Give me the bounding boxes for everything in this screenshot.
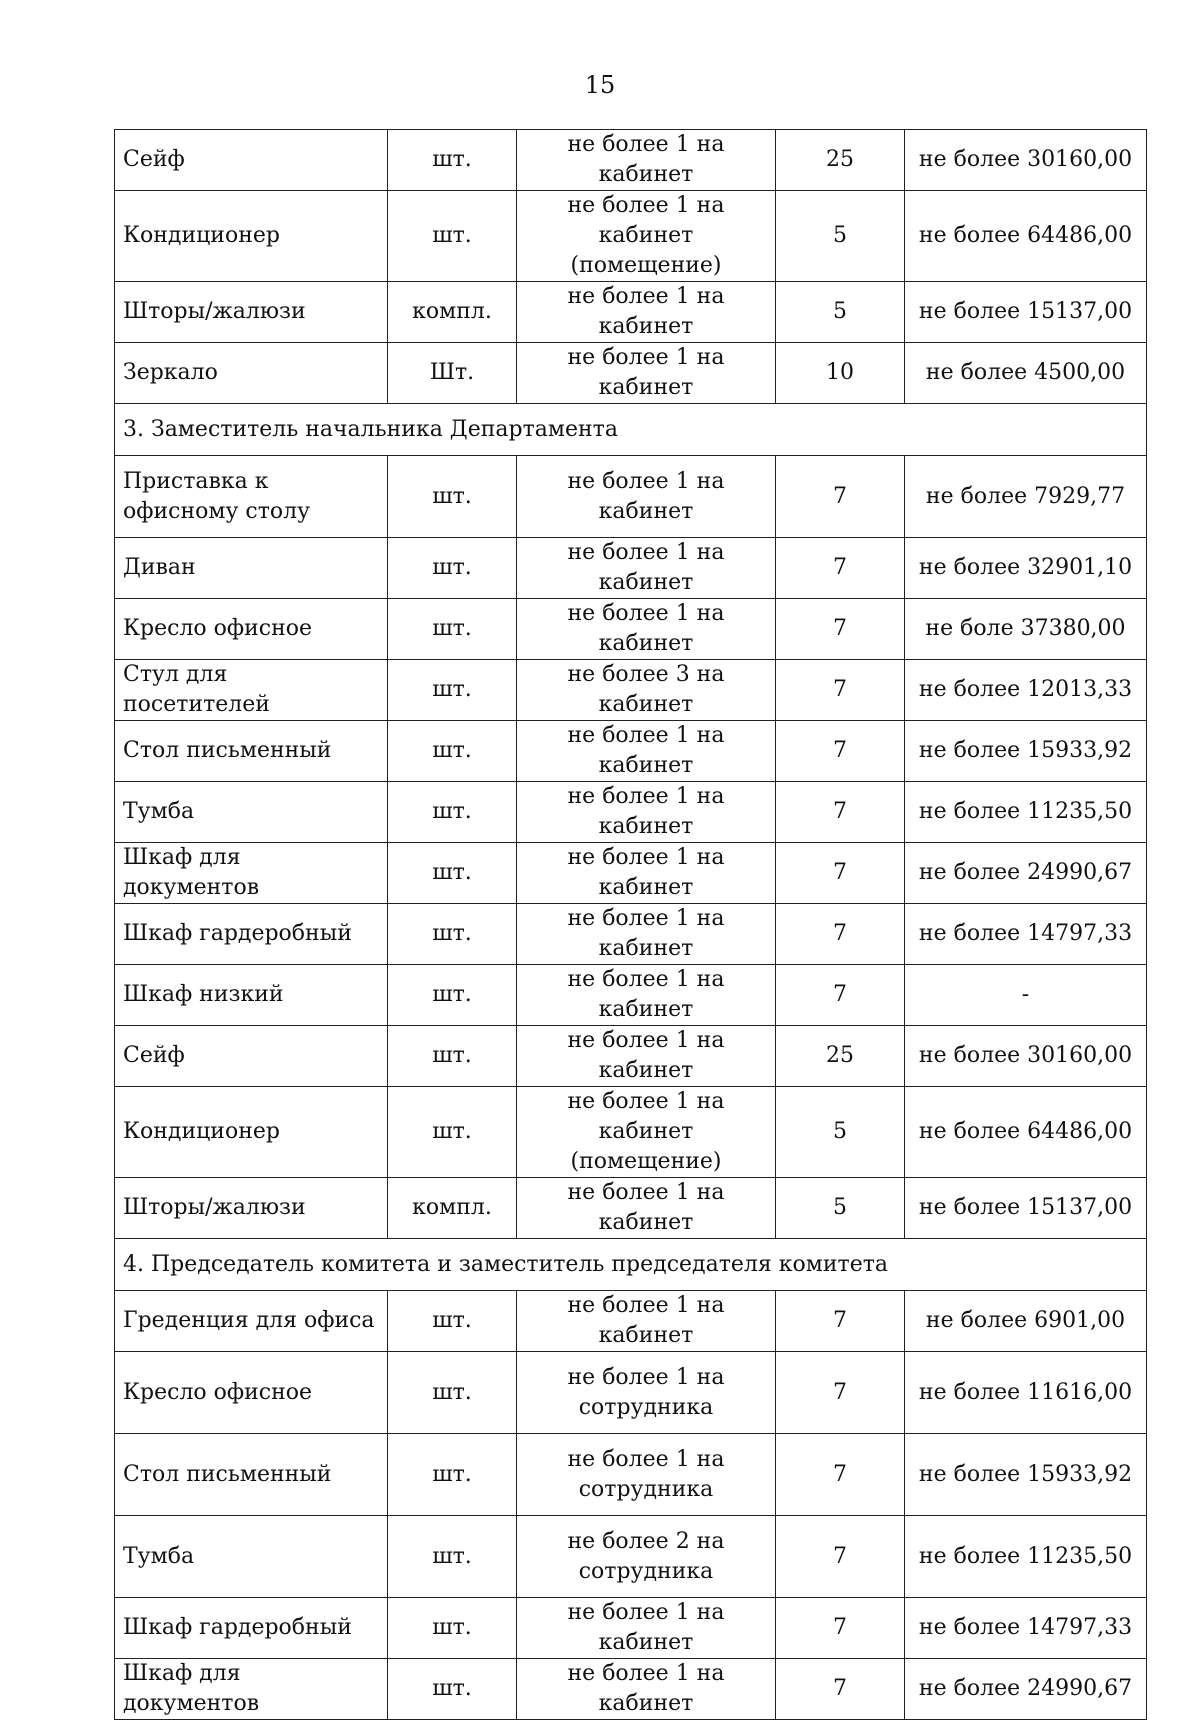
table-row	[115, 904, 1147, 965]
furniture-norms-table	[114, 129, 1147, 1720]
service-life-cell: 7	[776, 1291, 905, 1352]
norm-line: не более 1 на кабинет	[567, 967, 725, 1022]
norm-cell	[517, 599, 776, 660]
item-name-cell: Шкаф низкий	[115, 965, 388, 1026]
norm-cell	[517, 1178, 776, 1239]
price-cell: не более 14797,33	[905, 904, 1147, 965]
norm-line: не более 1 на кабинет	[567, 1293, 725, 1348]
norm-cell	[517, 1434, 776, 1516]
item-name-cell: Шкаф для документов	[115, 1659, 388, 1720]
table-row	[115, 965, 1147, 1026]
norm-cell	[517, 782, 776, 843]
norm-line: не более 1 на кабинет	[567, 1600, 725, 1655]
item-name-cell: Шкаф гардеробный	[115, 1598, 388, 1659]
norm-cell	[517, 343, 776, 404]
norm-line: не более 1 на кабинет	[567, 845, 725, 900]
table-row	[115, 1516, 1147, 1598]
norm-line: не более 2 на	[567, 1528, 725, 1554]
norm-line: не более 1 на	[567, 1446, 725, 1472]
item-name-cell: Кондиционер	[115, 1087, 388, 1178]
norm-cell	[517, 1516, 776, 1598]
price-cell: не более 64486,00	[905, 1087, 1147, 1178]
item-name-cell: Тумба	[115, 782, 388, 843]
unit-cell: компл.	[388, 282, 517, 343]
table-row	[115, 1178, 1147, 1239]
norm-cell	[517, 191, 776, 282]
unit-cell: Шт.	[388, 343, 517, 404]
item-name-cell: Кондиционер	[115, 191, 388, 282]
unit-cell: шт.	[388, 904, 517, 965]
unit-cell: шт.	[388, 599, 517, 660]
table-row	[115, 282, 1147, 343]
table-row	[115, 456, 1147, 538]
unit-cell: шт.	[388, 1516, 517, 1598]
service-life-cell: 7	[776, 965, 905, 1026]
service-life-cell: 7	[776, 1434, 905, 1516]
table-row	[115, 843, 1147, 904]
unit-cell: шт.	[388, 721, 517, 782]
norm-cell	[517, 1352, 776, 1434]
service-life-cell: 7	[776, 843, 905, 904]
table-row	[115, 1291, 1147, 1352]
price-cell: не более 15933,92	[905, 721, 1147, 782]
service-life-cell: 5	[776, 1178, 905, 1239]
table-row	[115, 1659, 1147, 1720]
service-life-cell: 5	[776, 282, 905, 343]
item-name-cell: Диван	[115, 538, 388, 599]
item-name-cell: Стол письменный	[115, 721, 388, 782]
norm-cell	[517, 1291, 776, 1352]
section-header-row	[115, 404, 1147, 456]
table-row	[115, 1352, 1147, 1434]
price-cell: не боле 37380,00	[905, 599, 1147, 660]
service-life-cell: 7	[776, 721, 905, 782]
item-name-cell: Шторы/жалюзи	[115, 282, 388, 343]
price-cell: не более 7929,77	[905, 456, 1147, 538]
unit-cell: шт.	[388, 1598, 517, 1659]
table-row	[115, 1598, 1147, 1659]
item-name-cell: Греденция для офиса	[115, 1291, 388, 1352]
price-cell: не более 30160,00	[905, 130, 1147, 191]
service-life-cell: 7	[776, 599, 905, 660]
norm-cell	[517, 1598, 776, 1659]
service-life-cell: 7	[776, 538, 905, 599]
unit-cell: шт.	[388, 1087, 517, 1178]
item-name-cell: Кресло офисное	[115, 1352, 388, 1434]
price-cell: не более 15137,00	[905, 282, 1147, 343]
service-life-cell: 7	[776, 456, 905, 538]
norm-line: не более 1 на	[567, 1364, 725, 1390]
norm-line: не более 1 на кабинет	[567, 284, 725, 339]
table-row	[115, 191, 1147, 282]
norm-cell	[517, 130, 776, 191]
norm-cell	[517, 1026, 776, 1087]
unit-cell: шт.	[388, 538, 517, 599]
unit-cell: шт.	[388, 1291, 517, 1352]
norm-line: не более 1 на кабинет	[567, 601, 725, 656]
norm-line: (помещение)	[570, 253, 722, 278]
price-cell: не более 15137,00	[905, 1178, 1147, 1239]
service-life-cell: 7	[776, 1352, 905, 1434]
unit-cell: шт.	[388, 843, 517, 904]
service-life-cell: 10	[776, 343, 905, 404]
norm-line: сотрудника	[578, 1394, 714, 1420]
price-cell: не более 4500,00	[905, 343, 1147, 404]
unit-cell: шт.	[388, 1434, 517, 1516]
table-row	[115, 782, 1147, 843]
price-cell: не более 11616,00	[905, 1352, 1147, 1434]
item-name-cell: Шкаф гардеробный	[115, 904, 388, 965]
item-name-cell: Шторы/жалюзи	[115, 1178, 388, 1239]
service-life-cell: 7	[776, 1598, 905, 1659]
norm-line: не более 1 на кабинет	[567, 345, 725, 400]
price-cell: не более 15933,92	[905, 1434, 1147, 1516]
unit-cell: шт.	[388, 1659, 517, 1720]
price-cell: не более 6901,00	[905, 1291, 1147, 1352]
norm-line: сотрудника	[578, 1558, 714, 1584]
norm-cell	[517, 721, 776, 782]
norm-line: не более 1 на кабинет	[567, 784, 725, 839]
item-name-cell: Приставка к офисному столу	[115, 456, 388, 538]
service-life-cell: 7	[776, 660, 905, 721]
unit-cell: шт.	[388, 191, 517, 282]
price-cell: не более 24990,67	[905, 1659, 1147, 1720]
norm-line: не более 1 на кабинет	[567, 723, 725, 778]
norm-line: не более 1 на кабинет	[567, 468, 725, 524]
price-cell: не более 64486,00	[905, 191, 1147, 282]
service-life-cell: 25	[776, 1026, 905, 1087]
unit-cell: шт.	[388, 1026, 517, 1087]
norm-cell	[517, 538, 776, 599]
price-cell: не более 12013,33	[905, 660, 1147, 721]
table-row	[115, 343, 1147, 404]
service-life-cell: 7	[776, 1659, 905, 1720]
norm-cell	[517, 904, 776, 965]
item-name-cell: Тумба	[115, 1516, 388, 1598]
norm-cell	[517, 1659, 776, 1720]
price-cell: не более 30160,00	[905, 1026, 1147, 1087]
item-name-cell: Сейф	[115, 1026, 388, 1087]
table-row	[115, 599, 1147, 660]
unit-cell: шт.	[388, 130, 517, 191]
unit-cell: компл.	[388, 1178, 517, 1239]
service-life-cell: 7	[776, 904, 905, 965]
unit-cell: шт.	[388, 660, 517, 721]
norm-line: (помещение)	[570, 1149, 722, 1174]
norm-line: не более 1 на кабинет	[567, 1028, 725, 1083]
unit-cell: шт.	[388, 456, 517, 538]
item-name-cell: Стул для посетителей	[115, 660, 388, 721]
service-life-cell: 7	[776, 782, 905, 843]
norm-cell	[517, 456, 776, 538]
norm-line: не более 1 на кабинет	[567, 193, 725, 248]
service-life-cell: 25	[776, 130, 905, 191]
table-row	[115, 721, 1147, 782]
norm-line: не более 1 на кабинет	[567, 132, 725, 187]
price-cell: -	[905, 965, 1147, 1026]
price-cell: не более 11235,50	[905, 1516, 1147, 1598]
price-cell: не более 11235,50	[905, 782, 1147, 843]
unit-cell: шт.	[388, 782, 517, 843]
section-title: 3. Заместитель начальника Департамента	[115, 404, 1147, 456]
norm-cell	[517, 282, 776, 343]
norm-line: не более 1 на кабинет	[567, 1089, 725, 1144]
price-cell: не более 32901,10	[905, 538, 1147, 599]
norm-line: не более 3 на кабинет	[567, 662, 725, 717]
norm-line: не более 1 на кабинет	[567, 906, 725, 961]
item-name-cell: Шкаф для документов	[115, 843, 388, 904]
item-name-cell: Зеркало	[115, 343, 388, 404]
section-header-row	[115, 1239, 1147, 1291]
service-life-cell: 5	[776, 1087, 905, 1178]
service-life-cell: 5	[776, 191, 905, 282]
section-title: 4. Председатель комитета и заместитель председателя комитета	[115, 1239, 1147, 1291]
page-number: 15	[584, 71, 616, 99]
norm-line: не более 1 на кабинет	[567, 1661, 725, 1716]
table-row	[115, 660, 1147, 721]
item-name-cell: Сейф	[115, 130, 388, 191]
norm-cell	[517, 1087, 776, 1178]
norm-line: сотрудника	[578, 1476, 714, 1502]
table-row	[115, 130, 1147, 191]
norm-line: не более 1 на кабинет	[567, 540, 725, 595]
table-body	[115, 130, 1147, 1720]
unit-cell: шт.	[388, 1352, 517, 1434]
norm-cell	[517, 660, 776, 721]
table-row	[115, 1026, 1147, 1087]
price-cell: не более 24990,67	[905, 843, 1147, 904]
table-row	[115, 538, 1147, 599]
service-life-cell: 7	[776, 1516, 905, 1598]
norm-cell	[517, 843, 776, 904]
table-row	[115, 1434, 1147, 1516]
unit-cell: шт.	[388, 965, 517, 1026]
item-name-cell: Кресло офисное	[115, 599, 388, 660]
norm-line: не более 1 на кабинет	[567, 1180, 725, 1235]
table-row	[115, 1087, 1147, 1178]
item-name-cell: Стол письменный	[115, 1434, 388, 1516]
norm-cell	[517, 965, 776, 1026]
price-cell: не более 14797,33	[905, 1598, 1147, 1659]
